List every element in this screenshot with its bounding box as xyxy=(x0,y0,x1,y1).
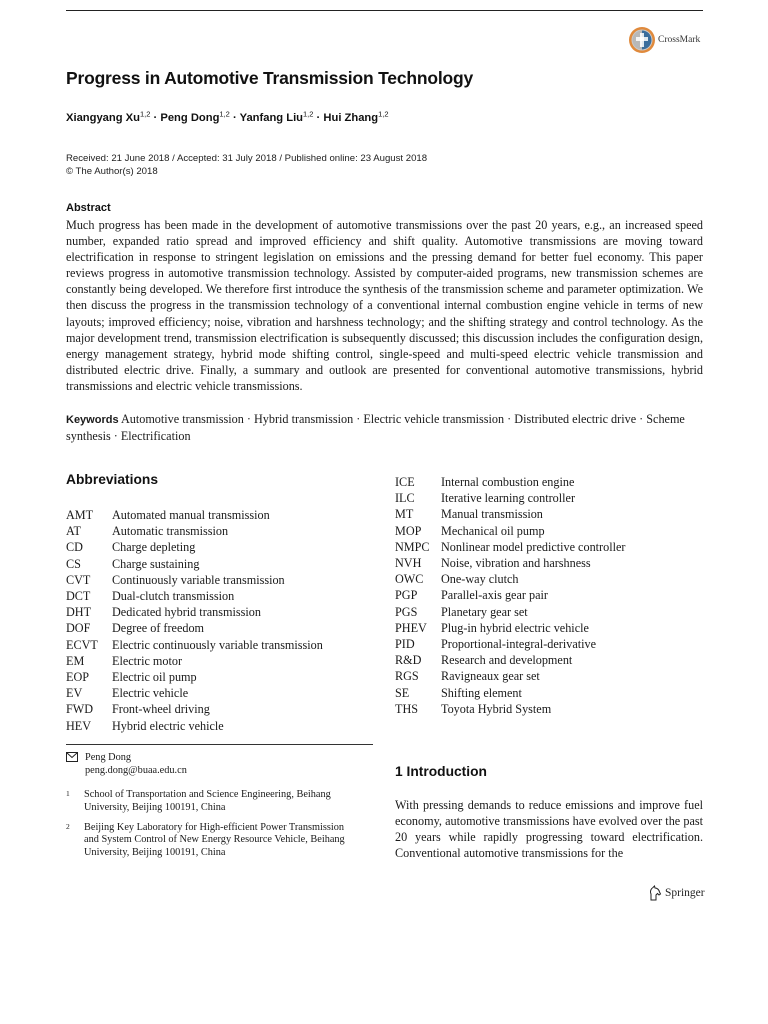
introduction-heading: 1 Introduction xyxy=(395,764,487,779)
abbreviation-term: AMT xyxy=(66,508,94,522)
author-name: Peng Dong xyxy=(160,112,220,124)
abbreviation-term: EV xyxy=(66,686,83,701)
keywords-label: Keywords xyxy=(66,414,119,426)
abbreviation-row xyxy=(395,620,625,636)
abbreviation-row xyxy=(66,669,323,685)
abbreviation-definition: Charge depleting xyxy=(112,540,196,555)
abbreviations-list-left xyxy=(66,507,323,734)
abbreviation-definition: Nonlinear model predictive controller xyxy=(441,539,626,554)
author-name: Yanfang Liu xyxy=(239,112,304,124)
abbreviation-row xyxy=(66,604,323,620)
abbreviation-definition: Manual transmission xyxy=(441,507,543,522)
affiliation-number: 2 xyxy=(66,821,70,831)
abbreviation-definition: Plug-in hybrid electric vehicle xyxy=(441,620,589,635)
publication-dates: Received: 21 June 2018 / Accepted: 31 July 2018 / Published online: 23 August 2018 xyxy=(66,153,428,164)
abbreviation-definition: Degree of freedom xyxy=(112,621,205,636)
abbreviation-row xyxy=(395,587,625,603)
abbreviation-term: ICE xyxy=(395,475,415,489)
abbreviation-definition: Electric vehicle xyxy=(112,686,189,701)
affiliation-number: 1 xyxy=(66,789,70,798)
abbreviation-row xyxy=(395,539,625,555)
crossmark-badge[interactable] xyxy=(628,26,700,54)
author-list xyxy=(66,109,389,124)
abbreviation-definition: Noise, vibration and harshness xyxy=(441,556,591,571)
abbreviation-definition: Electric continuously variable transmission xyxy=(112,637,323,652)
abbreviation-term: FWD xyxy=(66,702,94,717)
abbreviation-term: CD xyxy=(66,540,83,555)
abbreviation-definition: Ravigneaux gear set xyxy=(441,669,540,684)
affiliation-item xyxy=(66,822,354,860)
abbreviation-term: EOP xyxy=(66,670,90,685)
abbreviation-row xyxy=(395,636,625,652)
author-name: Xiangyang Xu xyxy=(66,112,140,124)
abbreviations-list-right xyxy=(395,474,625,717)
abbreviation-term: PHEV xyxy=(395,620,427,635)
abbreviation-definition: Iterative learning controller xyxy=(441,491,575,506)
abbreviation-definition: Automated manual transmission xyxy=(112,508,270,522)
abbreviation-definition: Automatic transmission xyxy=(112,524,229,539)
springer-horse-icon xyxy=(648,885,662,901)
publisher-mark xyxy=(648,885,705,901)
abbreviation-row xyxy=(395,523,625,539)
abbreviation-definition: Dual-clutch transmission xyxy=(112,589,235,604)
copyright-notice: © The Author(s) 2018 xyxy=(66,166,158,177)
abbreviation-row xyxy=(66,572,323,588)
abbreviation-row xyxy=(66,620,323,636)
abbreviation-term: NMPC xyxy=(395,539,430,554)
author-separator: · xyxy=(313,112,324,124)
abbreviation-term: ILC xyxy=(395,491,415,506)
author-affiliation-marker: 1,2 xyxy=(303,109,314,119)
corresponding-author xyxy=(66,751,187,777)
abbreviation-definition: Mechanical oil pump xyxy=(441,523,545,538)
abbreviation-definition: Electric motor xyxy=(112,653,183,668)
abbreviation-term: NVH xyxy=(395,556,422,571)
abbreviation-term: AT xyxy=(66,524,81,539)
abbreviation-term: MT xyxy=(395,507,414,522)
abbreviation-definition: Parallel-axis gear pair xyxy=(441,588,548,603)
abbreviation-term: CS xyxy=(66,556,81,571)
corresponding-author-email[interactable]: peng.dong@buaa.edu.cn xyxy=(85,765,187,777)
abbreviation-term: OWC xyxy=(395,572,424,587)
abbreviation-row xyxy=(395,604,625,620)
footnote-rule xyxy=(66,744,373,745)
affiliations xyxy=(66,789,354,867)
abbreviation-row xyxy=(395,506,625,522)
affiliation-text: School of Transportation and Science Engineering, Beihang University, Beijing 100191, China xyxy=(84,789,331,813)
abbreviation-term: CVT xyxy=(66,572,91,587)
keywords-text: Automotive transmission · Hybrid transmission · Electric vehicle transmission · Distributed electric drive · Scheme synthesis · Electrification xyxy=(66,412,685,444)
abbreviation-row xyxy=(66,685,323,701)
header-rule xyxy=(66,10,703,11)
author-separator: · xyxy=(150,112,161,124)
abbreviation-row xyxy=(66,653,323,669)
abbreviation-definition: Internal combustion engine xyxy=(441,475,575,489)
abbreviation-definition: Dedicated hybrid transmission xyxy=(112,605,261,620)
abbreviation-definition: Hybrid electric vehicle xyxy=(112,718,224,733)
abbreviation-term: SE xyxy=(395,685,410,700)
author-affiliation-marker: 1,2 xyxy=(378,109,389,119)
abstract-text: Much progress has been made in the development of automotive transmissions over the past 20 years, e.g., an increased speed number, expanded ratio spread and improved efficiency and shift quality. Automotive transmissions are moving toward electrification in response to stringent legislation on emissions and the pressing demand for better fuel economy. This paper reviews progress in automotive transmission technology. Assisted by computer-aided programs, new transmission schemes are constantly being developed. We therefore first introduce the synthesis of the transmission scheme and parameter optimization. We then discuss the progress in the transmission technology of a conventional internal combustion engine vehicle in terms of new layouts; improved efficiency; noise, vibration and harshness technology; and the shifting strategy and control technology. As the major development trend, transmission electrification is subsequently discussed; this discussion includes the configuration design, energy management strategy, hybrid mode shifting control, single-speed and multi-speed electric vehicle transmission and distributed electric drive. Finally, a summary and outlook are presented for conventional automotive transmissions, hybrid transmissions and electric vehicle transmissions. xyxy=(66,218,703,393)
abbreviation-definition: Charge sustaining xyxy=(112,556,200,571)
abbreviation-term: PID xyxy=(395,637,415,652)
abbreviation-row xyxy=(66,637,323,653)
abbreviation-row xyxy=(66,701,323,717)
author-affiliation-marker: 1,2 xyxy=(219,109,230,119)
abbreviation-definition: Continuously variable transmission xyxy=(112,572,285,587)
crossmark-icon xyxy=(628,26,656,54)
abbreviation-row xyxy=(66,588,323,604)
publisher-name: Springer xyxy=(665,887,705,899)
abbreviation-definition: Proportional-integral-derivative xyxy=(441,637,596,652)
abbreviation-term: PGS xyxy=(395,604,418,619)
envelope-icon xyxy=(66,752,78,762)
abbreviation-row xyxy=(66,507,323,523)
abbreviation-row xyxy=(395,652,625,668)
abbreviation-definition: Electric oil pump xyxy=(112,670,197,685)
abbreviation-term: DCT xyxy=(66,589,91,604)
abbreviation-term: R&D xyxy=(395,653,422,668)
abbreviation-term: DHT xyxy=(66,605,92,620)
abbreviation-row xyxy=(395,474,625,490)
abbreviation-row xyxy=(66,718,323,734)
abbreviation-row xyxy=(66,539,323,555)
abbreviation-row xyxy=(395,701,625,717)
abbreviation-definition: One-way clutch xyxy=(441,572,519,587)
author-affiliation-marker: 1,2 xyxy=(139,109,151,119)
abbreviation-definition: Toyota Hybrid System xyxy=(441,701,552,716)
abbreviation-term: MOP xyxy=(395,523,422,538)
author-name: Hui Zhang xyxy=(323,112,379,124)
paper-title: Progress in Automotive Transmission Technology xyxy=(66,68,473,88)
affiliation-item xyxy=(66,789,354,815)
abbreviation-term: THS xyxy=(395,701,419,716)
abbreviation-definition: Research and development xyxy=(441,653,573,668)
abbreviation-term: RGS xyxy=(395,669,419,684)
abbreviation-definition: Shifting element xyxy=(441,685,522,700)
abbreviation-row xyxy=(395,685,625,701)
author-separator: · xyxy=(229,112,240,124)
abbreviation-row xyxy=(395,668,625,684)
abbreviation-row xyxy=(395,555,625,571)
abbreviation-term: DOF xyxy=(66,621,91,636)
introduction-text: With pressing demands to reduce emissions and improve fuel economy, automotive transmissions have evolved over the past 20 years while rapidly progressing toward electrification. Conventional automotive transmissions for the xyxy=(395,798,703,861)
abbreviation-definition: Planetary gear set xyxy=(441,604,528,619)
abbreviation-row xyxy=(66,523,323,539)
abbreviation-term: ECVT xyxy=(66,637,98,652)
abbreviation-term: PGP xyxy=(395,588,418,603)
corresponding-author-name: Peng Dong xyxy=(85,752,132,763)
keywords xyxy=(66,411,703,444)
affiliation-text: Beijing Key Laboratory for High-efficient Power Transmission and System Control of New Energy Resource Vehicle, Beihang University, Beijing 100191, China xyxy=(84,821,345,859)
abbreviation-term: HEV xyxy=(66,718,92,733)
abbreviation-row xyxy=(395,490,625,506)
abstract-heading: Abstract xyxy=(66,202,111,214)
crossmark-label: CrossMark xyxy=(658,35,701,45)
abbreviation-row xyxy=(395,571,625,587)
abbreviation-term: EM xyxy=(66,653,85,668)
abbreviation-definition: Front-wheel driving xyxy=(112,702,210,717)
abbreviations-heading: Abbreviations xyxy=(66,472,158,487)
abbreviation-row xyxy=(66,556,323,572)
publication-history xyxy=(66,152,427,178)
